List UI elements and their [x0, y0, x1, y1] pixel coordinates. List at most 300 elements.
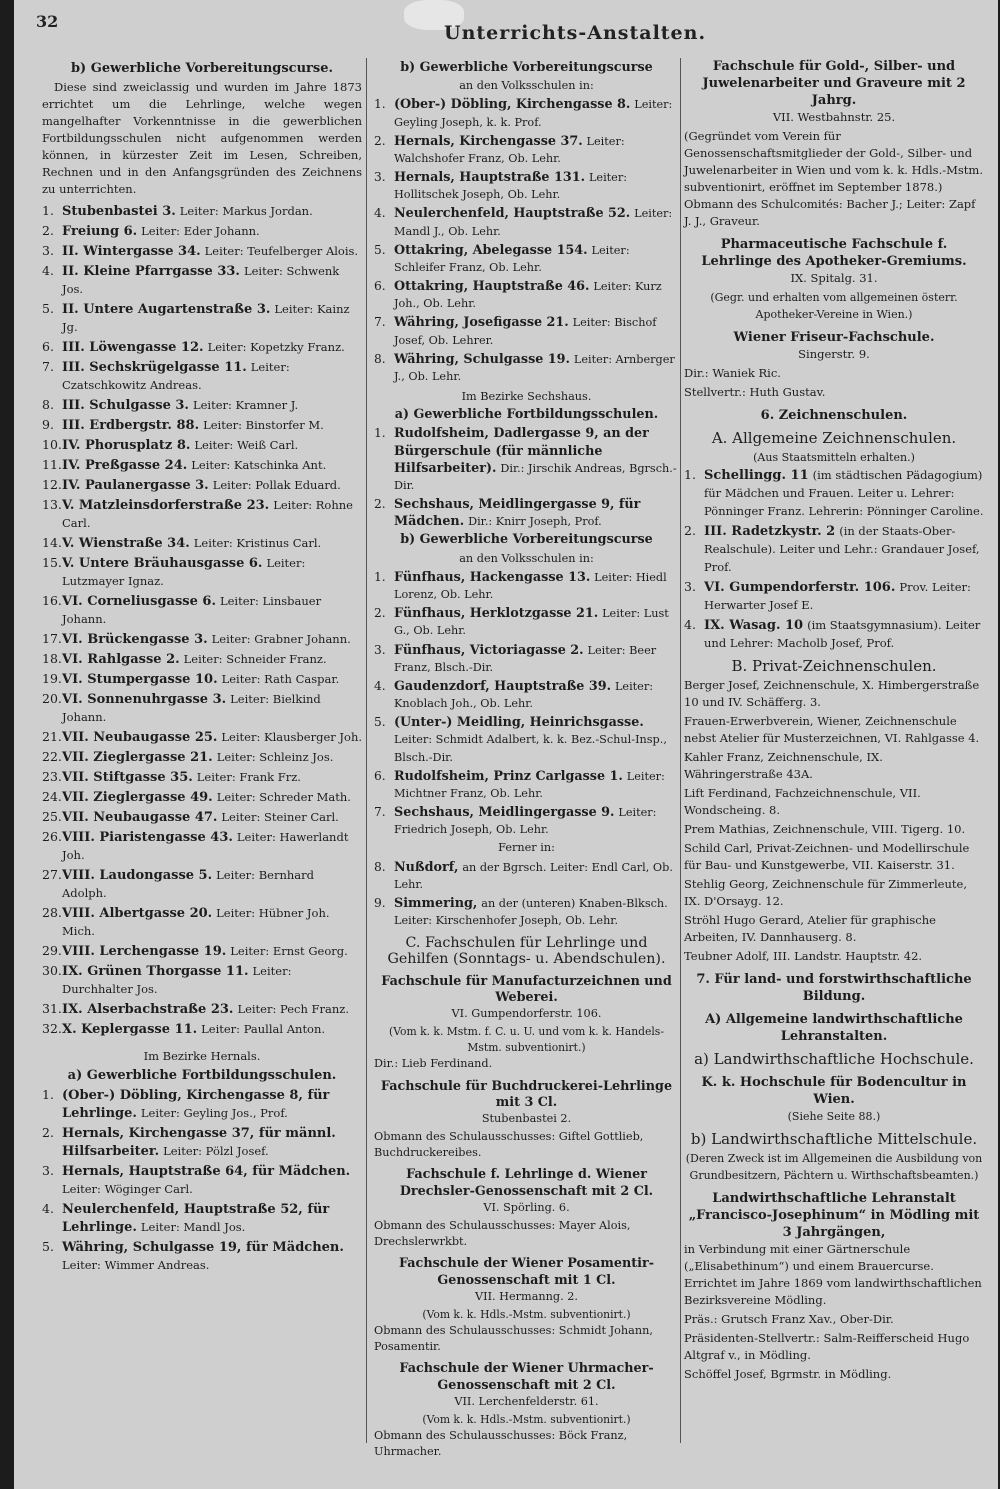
list-item [42, 396, 362, 414]
list-item [374, 768, 679, 802]
item-info: Leiter: Mandl Jos. [140, 1220, 246, 1234]
item-location: III. Erdbergstr. 88. [62, 418, 200, 433]
item-number: 2. [42, 223, 54, 238]
item-info: Leiter: Klausberger Joh. [221, 730, 363, 744]
list-item [42, 534, 362, 552]
list-item [42, 788, 362, 806]
item-number: 25. [42, 809, 62, 824]
item-info: Leiter: Lust G., Ob. Lehr. [394, 607, 669, 638]
item-location: Fünfhaus, Victoriagasse 2. [394, 642, 584, 658]
item-info: Leiter: Geyling Jos., Prof. [140, 1106, 288, 1120]
list-item [42, 808, 362, 826]
item-info: Leiter: Mandl J., Ob. Lehr. [394, 207, 673, 238]
page-number: 32 [36, 12, 59, 31]
column-right [684, 58, 984, 1385]
list-item: Ströhl Hugo Gerard, Atelier für graphische Arbeiten, IV. Dannhauserg. 8. [684, 913, 936, 944]
item-location: Hernals, Hauptstraße 131. [394, 170, 586, 186]
item-location: IV. Preßgasse 24. [62, 458, 188, 473]
item-location: Nußdorf, [394, 859, 459, 875]
item-number: 8. [374, 859, 386, 874]
list-item [42, 1000, 362, 1018]
item-info: Leiter: Bielkind Johann. [62, 692, 321, 724]
item-info: Leiter: Kurz Joh., Ob. Lehr. [394, 280, 662, 311]
item-number: 12. [42, 477, 62, 492]
list-item: Schild Carl, Privat-Zeichnen- und Modellirschule für Bau- und Kunstgewerbe, VII. Kaiserstr. 31. [684, 841, 970, 872]
list-item [374, 278, 679, 312]
entry-list [684, 466, 984, 652]
item-info: Leiter: Geyling Joseph, k. k. Prof. [394, 98, 673, 129]
list-item [42, 1162, 362, 1198]
item-info: Leiter: Teufelberger Alois. [204, 244, 359, 258]
list-item [374, 642, 679, 676]
school-address: VI. Spörling. 6. [483, 1200, 570, 1214]
item-number: 20. [42, 691, 62, 706]
item-location: VII. Neubaugasse 25. [62, 730, 218, 745]
item-number: 4. [374, 678, 386, 693]
item-number: 4. [684, 617, 696, 632]
item-number: 3. [684, 579, 696, 594]
list-item [42, 942, 362, 960]
school-title: Fachschule der Wiener Uhrmacher-Genossenschaft mit 2 Cl. [399, 1361, 654, 1393]
item-number: 1. [374, 569, 386, 584]
list-item [42, 828, 362, 864]
item-number: 28. [42, 905, 62, 920]
item-location: II. Wintergasse 34. [62, 244, 201, 259]
list-item [42, 242, 362, 260]
list-item: Prem Mathias, Zeichnenschule, VIII. Tigerg. 10. [684, 822, 966, 836]
list-item: Lift Ferdinand, Fachzeichnenschule, VII. Wondscheing. 8. [684, 786, 921, 817]
item-location: Fünfhaus, Herklotzgasse 21. [394, 606, 599, 622]
list-item [374, 425, 679, 494]
item-number: 9. [42, 417, 54, 432]
item-info: Leiter: Pölzl Josef. [163, 1144, 269, 1158]
item-location: VI. Rahlgasse 2. [62, 652, 180, 667]
entry-list [684, 677, 984, 965]
item-info: Leiter: Durchhalter Jos. [62, 964, 292, 996]
item-location: X. Keplergasse 11. [62, 1022, 198, 1037]
school-title: K. k. Hochschule für Bodencultur in Wien. [701, 1075, 967, 1107]
school-note: (Siehe Seite 88.) [787, 1110, 881, 1123]
item-location: (Ober-) Döbling, Kirchengasse 8, für Lehrlinge. [62, 1088, 330, 1121]
item-number: 24. [42, 789, 62, 804]
item-number: 1. [374, 97, 386, 112]
entry-list [374, 569, 679, 839]
item-number: 2. [374, 133, 386, 148]
list-item [684, 578, 984, 614]
list-item: Kahler Franz, Zeichnenschule, IX. Währingerstraße 43A. [684, 750, 883, 781]
section-subheader: an den Volksschulen in: [459, 551, 594, 565]
item-location: VI. Gumpendorferstr. 106. [704, 580, 896, 595]
item-info: Leiter: Michtner Franz, Ob. Lehr. [394, 769, 665, 800]
item-info: Leiter: Paullal Anton. [201, 1022, 326, 1036]
item-info: Leiter: Rath Caspar. [221, 672, 340, 686]
school-text: in Verbindung mit einer Gärtnerschule („Elisabethinum“) und einem Brauercurse. Errichtet im Jahre 1869 vom landwirthschaftlichen Bezirksvereine Mödling. [684, 1242, 982, 1307]
section-title: 6. Zeichnenschulen. [760, 408, 908, 423]
school-title: Fachschule der Wiener Posamentir-Genossenschaft mit 1 Cl. [398, 1256, 655, 1288]
item-info: Leiter: Schleifer Franz, Ob. Lehr. [394, 243, 630, 274]
item-location: Neulerchenfeld, Hauptstraße 52. [394, 206, 631, 222]
school-person: Obmann des Schulausschusses: Schmidt Johann, Posamentir. [374, 1324, 653, 1354]
column-rule [680, 58, 681, 1443]
list-item [42, 476, 362, 494]
item-number: 13. [42, 497, 62, 512]
item-location: (Ober-) Döbling, Kirchengasse 8. [394, 97, 631, 113]
list-item [42, 456, 362, 474]
item-info: Leiter: Lutzmayer Ignaz. [62, 556, 306, 588]
item-location: IX. Grünen Thorgasse 11. [62, 964, 249, 979]
item-info: Leiter: Arnberger J., Ob. Lehr. [394, 352, 675, 383]
item-info: Leiter: Linsbauer Johann. [62, 594, 322, 626]
item-number: 5. [374, 715, 386, 730]
school-title: Fachschule für Gold-, Silber- und Juwelenarbeiter und Graveure mit 2 Jahrg. [702, 59, 966, 108]
item-info: Leiter: Rohne Carl. [62, 498, 353, 530]
list-item [42, 866, 362, 902]
item-number: 1. [42, 1087, 54, 1102]
list-item [374, 133, 679, 167]
list-item [374, 569, 679, 603]
list-item [42, 728, 362, 746]
item-location: Neulerchenfeld, Hauptstraße 52, für Lehrlinge. [62, 1202, 330, 1235]
item-location: IV. Paulanergasse 3. [62, 478, 209, 493]
item-number: 1. [684, 467, 696, 482]
list-item [374, 496, 679, 530]
school-note: (Vom k. k. Hdls.-Mstm. subventionirt.) [422, 1412, 631, 1426]
list-item [42, 630, 362, 648]
item-location: Fünfhaus, Hackengasse 13. [394, 569, 591, 585]
school-president: Präs.: Grutsch Franz Xav., Ober-Dir. [684, 1312, 894, 1326]
item-info: Leiter: Kristinus Carl. [193, 536, 322, 550]
list-item [42, 554, 362, 590]
list-item [42, 962, 362, 998]
item-number: 16. [42, 593, 62, 608]
item-number: 5. [374, 242, 386, 257]
item-location: V. Wienstraße 34. [62, 536, 190, 551]
school-title: Landwirthschaftliche Lehranstalt „Francisco-Josephinum“ in Mödling mit 3 Jahrgängen, [688, 1191, 980, 1240]
district-title: Im Bezirke Hernals. [143, 1049, 261, 1063]
section-title: A. Allgemeine Zeichnenschulen. [711, 429, 957, 447]
item-info: Leiter: Schmidt Adalbert, k. k. Bez.-Schul-Insp., Blsch.-Dir. [394, 733, 667, 764]
section-title: B. Privat-Zeichnenschulen. [731, 657, 937, 675]
item-info: Leiter: Grabner Johann. [211, 632, 351, 646]
item-location: VI. Corneliusgasse 6. [62, 594, 216, 609]
item-location: Stubenbastei 3. [62, 204, 176, 219]
item-number: 7. [374, 805, 386, 820]
item-number: 15. [42, 555, 62, 570]
list-item [42, 416, 362, 434]
item-info: Leiter: Binstorfer M. [203, 418, 324, 432]
item-info: Leiter: Schleinz Jos. [216, 750, 334, 764]
item-location: VII. Neubaugasse 47. [62, 810, 218, 825]
item-number: 3. [42, 243, 54, 258]
item-info: an der (unteren) Knaben-Blksch. Leiter: Kirschenhofer Joseph, Ob. Lehr. [394, 896, 668, 928]
school-person: Obmann des Schulausschusses: Böck Franz, Uhrmacher. [374, 1429, 628, 1459]
school-person: Obmann des Schulausschusses: Giftel Gottlieb, Buchdruckereibes. [374, 1130, 644, 1160]
list-item [42, 670, 362, 688]
item-info: Dir.: Jirschik Andreas, Bgrsch.-Dir. [394, 461, 677, 492]
item-number: 7. [374, 315, 386, 330]
item-number: 27. [42, 867, 62, 882]
school-address: Singerstr. 9. [798, 347, 870, 361]
item-info: Leiter: Beer Franz, Blsch.-Dir. [394, 643, 657, 674]
list-item: Frauen-Erwerbverein, Wiener, Zeichnenschule nebst Atelier für Musterzeichnen, VI. Rahlgasse 4. [684, 714, 980, 745]
item-location: VIII. Piaristengasse 43. [62, 830, 233, 845]
school-note: (Vom k. k. Mstm. f. C. u. U. und vom k. k. Handels-Mstm. subventionirt.) [389, 1025, 664, 1055]
item-number: 19. [42, 671, 62, 686]
item-number: 1. [374, 426, 386, 441]
item-info: Leiter: Ernst Georg. [230, 944, 348, 958]
item-number: 7. [42, 359, 54, 374]
list-item [42, 222, 362, 240]
item-number: 6. [374, 279, 386, 294]
item-location: Ottakring, Hauptstraße 46. [394, 279, 590, 295]
school-director: Dir.: Waniek Ric. [684, 366, 781, 380]
section-note: (Aus Staatsmitteln erhalten.) [753, 451, 915, 464]
item-location: Hernals, Hauptstraße 64, für Mädchen. [62, 1164, 351, 1179]
list-item [374, 714, 679, 766]
item-info: Leiter: Wimmer Andreas. [62, 1258, 210, 1272]
item-info: Leiter: Bischof Josef, Ob. Lehrer. [394, 316, 657, 347]
item-number: 23. [42, 769, 62, 784]
list-item [42, 768, 362, 786]
list-item [42, 690, 362, 726]
item-location: VIII. Albertgasse 20. [62, 906, 213, 921]
item-number: 21. [42, 729, 62, 744]
item-location: IX. Wasag. 10 [704, 618, 804, 633]
list-item [684, 616, 984, 652]
list-item [42, 496, 362, 532]
item-number: 4. [374, 206, 386, 221]
list-item [374, 859, 679, 893]
section-title: 7. Für land- und forstwirthschaftliche Bildung. [696, 972, 972, 1004]
item-location: VI. Brückengasse 3. [62, 632, 208, 647]
item-info: Leiter: Czatschkowitz Andreas. [62, 360, 290, 392]
section-subheader: an den Volksschulen in: [459, 79, 594, 93]
item-number: 2. [42, 1125, 54, 1140]
section-header: a) Gewerbliche Fortbildungsschulen. [67, 1068, 337, 1083]
column-rule [366, 58, 367, 1443]
item-location: Rudolfsheim, Prinz Carlgasse 1. [394, 768, 623, 784]
list-item [684, 522, 984, 576]
item-number: 9. [374, 895, 386, 910]
entry-list [374, 96, 679, 385]
item-location: II. Kleine Pfarrgasse 33. [62, 264, 240, 279]
item-location: Sechshaus, Meidlingergasse 9, für Mädchen. [394, 497, 641, 530]
school-note: (Gegr. und erhalten vom allgemeinen österr. Apotheker-Vereine in Wien.) [710, 291, 958, 321]
item-number: 8. [42, 397, 54, 412]
item-location: Simmering, [394, 895, 478, 911]
item-location: Freiung 6. [62, 224, 138, 239]
item-number: 3. [374, 642, 386, 657]
school-title: Pharmaceutische Fachschule f. Lehrlinge des Apotheker-Gremiums. [701, 237, 967, 269]
item-info: Leiter: Hollitschek Joseph, Ob. Lehr. [394, 171, 628, 202]
item-info: Leiter: Pollak Eduard. [212, 478, 341, 492]
school-address: IX. Spitalg. 31. [790, 271, 878, 285]
item-info: Leiter: Friedrich Joseph, Ob. Lehr. [394, 806, 657, 837]
item-number: 3. [374, 170, 386, 185]
item-number: 10. [42, 437, 62, 452]
section-title: A) Allgemeine landwirthschaftliche Lehranstalten. [705, 1012, 963, 1044]
list-item [42, 748, 362, 766]
item-info: (im städtischen Pädagogium) für Mädchen und Frauen. Leiter u. Lehrer: Pönninger Franz. Lehrerin: Pönninger Caroline. [704, 468, 984, 518]
item-number: 30. [42, 963, 62, 978]
item-location: Rudolfsheim, Dadlergasse 9, an der Bürgerschule (für männliche Hilfsarbeiter). [394, 426, 649, 476]
item-location: Ottakring, Abelegasse 154. [394, 242, 588, 258]
item-info: Leiter: Schneider Franz. [183, 652, 327, 666]
document-page [14, 0, 998, 1489]
school-person: Dir.: Lieb Ferdinand. [374, 1057, 493, 1071]
item-number: 5. [42, 1239, 54, 1254]
list-item [374, 96, 679, 130]
item-info: Leiter: Knoblach Joh., Ob. Lehr. [394, 679, 654, 711]
item-number: 11. [42, 457, 62, 472]
list-item [374, 351, 679, 385]
item-info: Leiter: Pech Franz. [237, 1002, 349, 1016]
item-info: Leiter: Kopetzky Franz. [207, 340, 345, 354]
school-note: (Vom k. k. Hdls.-Mstm. subventionirt.) [422, 1307, 631, 1321]
school-address: VII. Westbahnstr. 25. [772, 110, 896, 124]
item-number: 8. [374, 351, 386, 366]
item-info: Leiter: Bernhard Adolph. [62, 868, 314, 900]
section-title: b) Landwirthschaftliche Mittelschule. [690, 1130, 978, 1148]
item-number: 2. [374, 606, 386, 621]
section-title: a) Landwirthschaftliche Hochschule. [694, 1050, 974, 1068]
list-item [42, 592, 362, 628]
entry-list [42, 202, 362, 1038]
item-location: III. Schulgasse 3. [62, 398, 189, 413]
item-number: 22. [42, 749, 62, 764]
item-number: 1. [42, 203, 54, 218]
section-header: b) Gewerbliche Vorbereitungscurse [400, 532, 653, 548]
ferner-label: Ferner in: [498, 841, 555, 855]
item-location: (Unter-) Meidling, Heinrichsgasse. [394, 715, 644, 731]
item-info: Leiter: Markus Jordan. [179, 204, 313, 218]
item-location: V. Untere Bräuhausgasse 6. [62, 556, 263, 571]
list-item [42, 650, 362, 668]
item-number: 31. [42, 1001, 62, 1016]
item-info: Leiter: Weiß Carl. [194, 438, 299, 452]
school-deputy: Präsidenten-Stellvertr.: Salm-Reifferscheid Hugo Altgraf v., in Mödling. [684, 1331, 970, 1362]
school-member: Schöffel Josef, Bgrmstr. in Mödling. [684, 1367, 892, 1381]
list-item [42, 1200, 362, 1236]
item-location: Gaudenzdorf, Hauptstraße 39. [394, 678, 612, 694]
item-info: Leiter: Wöginger Carl. [62, 1182, 193, 1196]
column-middle [374, 58, 679, 1462]
entry-list [374, 425, 679, 530]
section-note: (Deren Zweck ist im Allgemeinen die Ausbildung von Grundbesitzern, Pächtern u. Wirthschaftsbeamten.) [685, 1152, 983, 1182]
item-info: Leiter: Walchshofer Franz, Ob. Lehr. [394, 134, 625, 165]
item-number: 2. [684, 523, 696, 538]
item-location: III. Löwengasse 12. [62, 340, 204, 355]
item-location: III. Radetzkystr. 2 [704, 524, 836, 539]
school-person: Obmann des Schulausschusses: Mayer Alois, Drechslerwrkbt. [374, 1219, 631, 1249]
school-address: VI. Gumpendorferstr. 106. [451, 1006, 602, 1020]
item-number: 6. [374, 768, 386, 783]
section-header: b) Gewerbliche Vorbereitungscurse. [70, 61, 334, 76]
item-info: Dir.: Knirr Joseph, Prof. [468, 515, 602, 529]
list-item [42, 202, 362, 220]
item-number: 3. [42, 1163, 54, 1178]
school-title: Fachschule für Buchdruckerei-Lehrlinge mit 3 Cl. [380, 1078, 673, 1110]
item-location: Währing, Schulgasse 19, für Mädchen. [62, 1240, 344, 1255]
item-number: 29. [42, 943, 62, 958]
school-title: Fachschule f. Lehrlinge d. Wiener Drechsler-Genossenschaft mit 2 Cl. [399, 1167, 654, 1199]
item-info: Prov. Leiter: Herwarter Josef E. [704, 580, 971, 612]
item-info: Leiter: Steiner Carl. [221, 810, 339, 824]
list-item [374, 205, 679, 239]
list-item [42, 1124, 362, 1160]
section-header: a) Gewerbliche Fortbildungsschulen. [394, 407, 659, 423]
school-list [374, 974, 679, 1461]
item-location: Schellingg. 11 [704, 468, 809, 483]
item-number: 2. [374, 497, 386, 512]
school-title: Fachschule für Manufacturzeichnen und Weberei. [381, 973, 672, 1005]
list-item [374, 804, 679, 838]
item-info: (im Staatsgymnasium). Leiter und Lehrer: Macholb Josef, Prof. [704, 618, 981, 650]
item-location: VI. Sonnenuhrgasse 3. [62, 692, 227, 707]
list-item: Berger Josef, Zeichnenschule, X. Himbergerstraße 10 und IV. Schäfferg. 3. [684, 678, 980, 709]
item-info: Leiter: Kainz Jg. [62, 302, 350, 334]
item-info: Leiter: Frank Frz. [196, 770, 301, 784]
list-item [374, 895, 679, 929]
item-number: 4. [42, 1201, 54, 1216]
list-item [42, 300, 362, 336]
list-item [374, 169, 679, 203]
item-number: 17. [42, 631, 62, 646]
item-info: Leiter: Hiedl Lorenz, Ob. Lehr. [394, 570, 667, 601]
item-location: VII. Stiftgasse 35. [62, 770, 193, 785]
item-location: V. Matzleinsdorferstraße 23. [62, 498, 270, 513]
item-number: 32. [42, 1021, 62, 1036]
item-location: Hernals, Kirchengasse 37. [394, 133, 583, 149]
item-location: VIII. Laudongasse 5. [62, 868, 213, 883]
item-location: VII. Zieglergasse 49. [62, 790, 213, 805]
list-item [42, 1020, 362, 1038]
item-info: an der Bgrsch. Leiter: Endl Carl, Ob. Lehr. [394, 860, 673, 891]
item-location: VII. Zieglergasse 21. [62, 750, 213, 765]
district-title: Im Bezirke Sechshaus. [461, 390, 592, 404]
list-item [42, 1238, 362, 1274]
item-info: Leiter: Katschinka Ant. [191, 458, 327, 472]
item-location: VI. Stumpergasse 10. [62, 672, 218, 687]
item-number: 6. [42, 339, 54, 354]
list-item: Stehlig Georg, Zeichnenschule für Zimmerleute, IX. D'Orsayg. 12. [684, 877, 967, 908]
item-info: Leiter: Kramner J. [192, 398, 299, 412]
item-info: Leiter: Hübner Joh. Mich. [62, 906, 330, 938]
list-item: Teubner Adolf, III. Landstr. Hauptstr. 42. [684, 949, 923, 963]
intro-paragraph: Diese sind zweiclassig und wurden im Jahre 1873 errichtet um die Lehrlinge, welche wegen mangelhafter Vorkenntnisse in die gewerblichen Fortbildungsschulen nicht aufgenommen werden können, in kürzester Zeit im Lesen, Schreiben, Rechnen und in den Anfangsgründen des Zeichnens zu unterrichten. [42, 80, 362, 196]
item-location: III. Sechskrügelgasse 11. [62, 360, 247, 375]
section-title: C. Fachschulen für Lehrlinge und Gehilfen (Sonntags- u. Abendschulen). [387, 935, 666, 968]
list-item [374, 678, 679, 712]
school-address: VII. Hermanng. 2. [475, 1289, 578, 1303]
list-item [374, 605, 679, 639]
section-header: b) Gewerbliche Vorbereitungscurse [400, 60, 653, 75]
item-location: Währing, Josefigasse 21. [394, 315, 569, 331]
item-info: Leiter: Hawerlandt Joh. [62, 830, 349, 862]
list-item [374, 242, 679, 276]
item-number: 18. [42, 651, 62, 666]
item-number: 5. [42, 301, 54, 316]
list-item [42, 436, 362, 454]
list-item [42, 1086, 362, 1122]
item-number: 4. [42, 263, 54, 278]
entry-list [374, 859, 679, 930]
item-location: IV. Phorusplatz 8. [62, 438, 191, 453]
list-item [42, 904, 362, 940]
list-item [42, 262, 362, 298]
list-item [42, 358, 362, 394]
item-location: Hernals, Kirchengasse 37, für männl. Hilfsarbeiter. [62, 1126, 336, 1159]
